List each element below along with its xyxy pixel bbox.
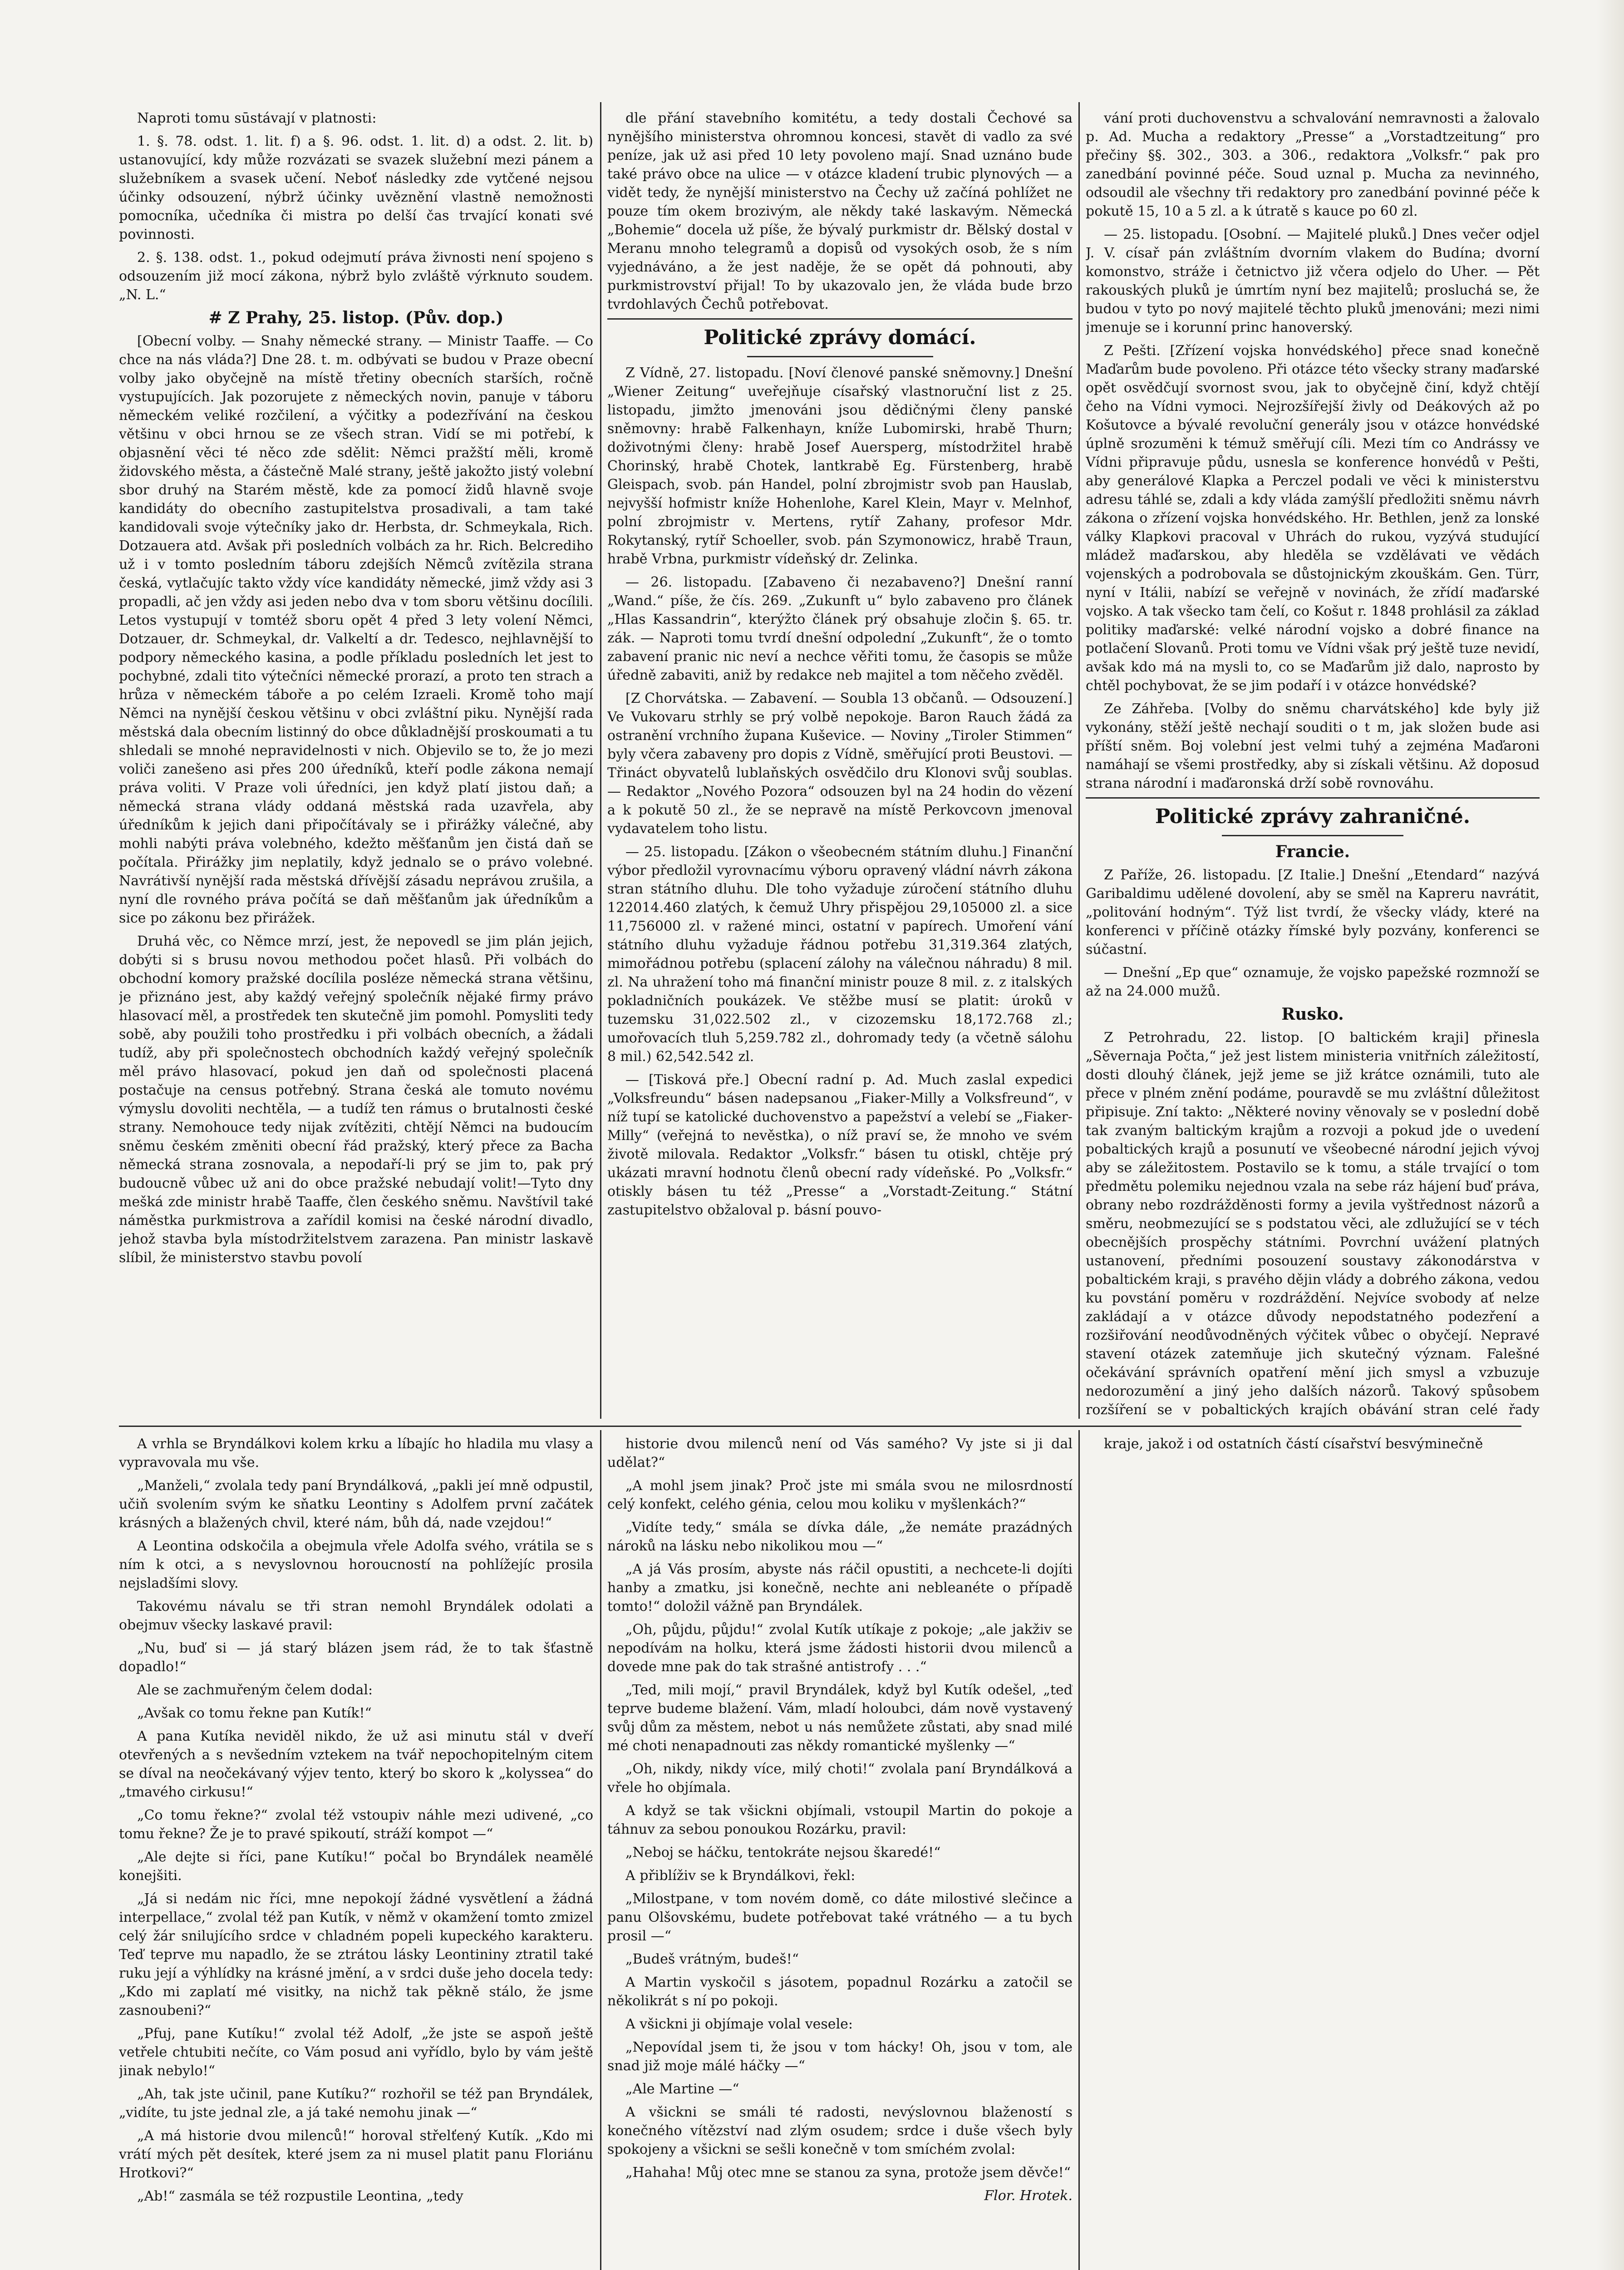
paragraph: „A já Vás prosím, abyste nás ráčil opustiti, a nechcete-li dojíti hanby a zmatku, jsi konečně, nechte ani nebleanéte o případě tomto!“ doložil vážně pan Bryndálek. — [607, 1561, 1073, 1614]
column-3-top — [1086, 109, 1540, 1421]
column-rule — [1078, 102, 1080, 1419]
column-3-bottom — [1086, 1435, 1540, 2270]
feuilleton-divider — [119, 1426, 1521, 1427]
paragraph: — Dnešní „Ep que“ oznamuje, že vojsko papežské rozmnoží se až na 24.000 mužů. — [1086, 965, 1540, 999]
paragraph: [Obecní volby. — Snahy německé strany. — Ministr Taaffe. — Co chce na nás vláda?] Dne 28. t. m. odbývati se budou v Praze obecní volby jako obyčejně na místě třetiny obecních starších, ročně vystupujících. Jak pozorujete z německých novin, panuje v táboru německém veliké rozčilení, a výčitky a podezřívání na českou většinu v obci hrnou se ze všech stran. Vidí se mi potřebí, k objasnění věci té něco zde sdělit: Němci pražští měli, kromě židovského města, a částečně Malé strany, ještě jakožto jistý volební sbor druhý na Starém městě, kde za pomocí židů hlavně svoje kandidáty do obecního zastupitelstva prosadivali, a tam také kandidovali svoje výtečníky jako dr. Herbsta, dr. Schmeykala, Rich. Dotzauera atd. Avšak při posledních volbách za hr. Rich. Belcrediho už i v tomto posledním táboru zdejších Němců zvítězila strana česká, vytlačujíc takto vždy více kandidáty německé, jimž vždy asi 3 propadli, ač jen vždy asi jeden nebo dva v tom sboru většinu docílili. Letos vystupují v tomtéž sboru opět 4 před 3 lety volení Němci, Dotzauer, dr. Schmeykal, dr. Valkeltí a dr. Tedesco, nejhlavnější to podpory německého kasina, a podle příkladu posledních let jest to pochybné, zdali tito výtečníci německé prorazí, a proto ten strach a hrůza v německém táboře a po celém Izraeli. Kromě toho mají Němci na nynější českou většinu v obci zvláštní piku. Nynější rada městská dala obecním listinný do obce důkladnější proskoumati a tu shledali se mnohé nepravidelnosti v nich. Objevilo se to, že jo mezi voliči zanešeno asi přes 200 úředníků, kteří podle zákona nemají práva voliti. V Praze voli úředníci, jen když platí jistou daň; a německá strana vlády oddaná městská rada uzavřela, aby úředníkům k jejich dani připočítávaly se i přirážky válečné, aby mohli nabýti práva volebného, kdežto měšťanům jen čistá daň se počítala. Přirážky jim neplatily, když jednalo se o právo volebné. Navrátivší nynější rada městská dřívější zásadu neprávou zrušila, a nyní dle rovného práva počítá se daň měšťanům jak úředníkům a sice po zákonu bez přirážek. — [119, 333, 593, 926]
paragraph: [Z Chorvátska. — Zabavení. — Soubla 13 občanů. — Odsouzení.] Ve Vukovaru strhly se prý volbě nepokoje. Baron Rauch žádá za ostranění vrchního župana Kuševice. — Noviny „Tiroler Stimmen“ byly včera zabaveny pro dopis z Vídně, směřující proti Beustovi. — Třináct obyvatelů lublaňských osvědčilo dru Klonovi svůj soublas. — Redaktor „Nového Pozora“ odsouzen byl na 24 hodin do vězení a k pokutě 50 zl., že se nepravě na místě Perkovcovn jmenoval vydavatelem toho listu. — [607, 691, 1073, 837]
paragraph: „A má historie dvou milenců!“ horoval střelťený Kutík. „Kdo mi vrátí mých pět desítek, které jsem za ni musel platit panu Floriánu Hrotkovi?“ — [119, 2128, 593, 2181]
paragraph: „Neboj se háčku, tentokráte nejsou škaredé!“ — [625, 1845, 941, 1860]
paragraph: — 26. listopadu. [Zabaveno či nezabaveno?] Dnešní ranní „Wand.“ píše, že čís. 269. „Zukunft u“ bylo zabaveno pro článek „Hlas Kassandrin“, kterýžto článek prý obsahuje zločin §. 65. tr. zák. — Naproti tomu tvrdí dnešní odpolední „Zukunft“, že o tomto zabavení pranic nic neví a nechce věřiti tomu, že časopis se může úředně zabaviti, aniž by redakce neb majitel a tom něčeho zvěděl. — [607, 574, 1073, 683]
paragraph: „Ale dejte si říci, pane Kutíku!“ počal bo Bryndálek neamělé konejšiti. — [119, 1849, 593, 1884]
paragraph: „Nu, buď si — já starý blázen jsem rád, že to tak šťastně dopadlo!“ — [119, 1640, 593, 1675]
paragraph: „Ab!“ zasmála se též rozpustile Leontina, „tedy — [137, 2188, 463, 2204]
paragraph: „Avšak co tomu řekne pan Kutík!“ — [137, 1705, 372, 1721]
column-rule — [600, 1430, 601, 2270]
paragraph: A přiblíživ se k Bryndálkovi, řekl: — [625, 1868, 856, 1884]
paragraph: „Co tomu řekne?“ zvolal též vstoupiv náhle mezi udivené, „co tomu řekne? Že je to pravé spikoutí, stráží kompot —“ — [119, 1807, 593, 1842]
paragraph: vání proti duchovenstvu a schvalování nemravnosti a žalovalo p. Ad. Mucha a redaktory „Presse“ a „Vorstadtzeitung“ pro přečiny §§. 302., 303. a 306., redaktora „Volksfr.“ pak pro zanedbání povinné péče. Soud uznal p. Mucha za nevinného, odsoudil ale všechny tři redaktory pro zanedbání povinné péče k pokutě 15, 10 a 5 zl. a k útratě s kauce po 60 zl. — [1086, 110, 1540, 219]
paragraph: „Nepovídal jsem ti, že jsou v tom hácky! Oh, jsou v tom, ale snad již moje málé háčky —“ — [607, 2039, 1073, 2074]
paragraph: dle přání stavebního komitétu, a tedy dostali Čechové sa nynějšího ministerstva ohromnou koncesi, stavět di vadlo za své peníze, jak už asi před 10 lety povoleno mají. Snad uznáno bude také právo obce na ulice — v otázce kladení trubic plynových — a vidět tedy, že nynější ministerstvo na Čechy už začíná pohlížet ne pouze tím okem brozivým, ale někdy také laskavým. Německá „Bohemie“ docela už píše, že bývalý purkmistr dr. Bělský dostal v Meranu mnoho telegramů a dopisů od vysokých osob, že s ním vyjednáváno, a že jest naděje, že se opět dá pohnouti, aby purkmistrovství přijal! To by ukazovalo jen, že vláda bude brzo tvrdohlavých Čechů potřebovat. — [607, 110, 1073, 312]
paragraph: A všickni ji objímaje volal vesele: — [625, 2016, 853, 2032]
paragraph: — [Tisková pře.] Obecní radní p. Ad. Much zaslal expedici „Volksfreundu“ básen nadepsanou „Fiaker-Milly a Volksfreund“, v níž tupí se katolické duchovenstvo a papežství a velebí se „Fiaker-Milly“ (veřejná to nevěstka), o níž praví se, že mnoho ve svém životě milovala. Redaktor „Volksfr.“ básen tu otiskl, chtěje prý ukázati mravní hodnotu členů obecní rady vídeňské. Po „Volksfr.“ otiskly básen tu též „Presse“ a „Vorstadt-Zeitung.“ Státní zastupitelstvo obžaloval p. básní pouvo- — [607, 1072, 1073, 1218]
paragraph: A pana Kutíka neviděl nikdo, že už asi minutu stál v dveří otevřených a s nevšedním vztekem na tvář nepochopitelným citem se díval na neočekávaný výjev tento, který bo skoro k „kolyssea“ do „tmavého cirkusu!“ — [119, 1728, 593, 1800]
paragraph: historie dvou milenců není od Vás samého? Vy jste si ji dal udělat?“ — [607, 1436, 1073, 1471]
paragraph: „Budeš vrátným, budeš!“ — [625, 1951, 799, 1967]
column-2-top — [607, 109, 1073, 1421]
paragraph: Ale se zachmuřeným čelem dodal: — [137, 1682, 373, 1698]
country-heading-russia: Rusko. — [1281, 1005, 1344, 1024]
paragraph: „Pfuj, pane Kutíku!“ zvolal též Adolf, „že jste se aspoň ještě vetřele chtubiti nečíte, co Vám posud ani vyřídlo, bylo by vám ještě jinak nebylo!“ — [119, 2026, 593, 2079]
paragraph: Z Petrohradu, 22. listop. [O baltickém kraji] přinesla „Sěvernaja Počta,“ jež jest listem ministeria vnitřních záležitostí, dosti dlouhý článek, jejž jeme se již krátce oznámili, tuto ale přece v plném znění podáme, pouravdě se mu zvláštní důležitost připisuje. Zní takto: „Některé noviny věnovaly se v poslední době tak zvaným baltickým krajům a rozvoji a pokud jde o uvedení pobaltických krajů a posunutí ve všeobecné národní jejich vývoj aby se záležitostem. Postavilo se k tomu, a stále trvající o tom předmětu polemiku nejednou vzala na sebe ráz hájení buď práva, obrany nebo rozdrážděnosti formy a jevila vyštřednost názorů a směru, neobmezující se s podstatou věci, ale zdlužující se v téch obecnějších prospěchy státními. Povrchní uvážení platných ustanovení, předními posouzení soustavy zákonodárstva v pobaltickém kraji, s pravého dějin vlády a dobrého zákona, vedou ku povstání poměru v rozdráždění. Nejvíce svobody ať nelze zakládají a v otázce důvody nepodstatného podezření a rozšiřování neodůvodněných výčitek vůbec o obyčejí. Nepravé stavení otázek zatemňuje jich skutečný význam. Falešné očekávání správních opatření mění jich smysl a vzbuzuje nedorozumění a jiný jeho dalších názorů. Takový spůsobem rozšíření se v pobaltických krajích obávání stran celé řady — [1086, 1030, 1540, 1418]
paragraph: — 25. listopadu. [Osobní. — Majitelé pluků.] Dnes večer odjel J. V. císař pán zvláštním dvorním vlakem do Budína; dvorní komonstvo, stráže i četnictvo již včera odjelo do Uher. — Pět rakouských pluků je úmrtím nyní bez majitelů; prosluchá se, že budou v tyto po nový majitelé těchto pluků jmenováni; mezi nimi jmenuje se i korunní princ hanoverský. — [1086, 227, 1540, 336]
column-1-top — [119, 109, 593, 1421]
section-rule — [1222, 835, 1403, 836]
paragraph: — 25. listopadu. [Zákon o všeobecném státním dluhu.] Finanční výbor předložil vyrovnacímu výboru opravený vládní návrh zákona stran státního dluhu. Dle toho vyžaduje zúročení státního dluhu 122014.460 zlatých, k čemuž Uhry přispějou 29,105000 zl. a sice 11,756000 zl. v ražené minci, ostatní v papírech. Umoření vání státního dluhu vyžaduje řádnou potřebu 31,319.364 zlatých, mimořádnou potřebu (splacení zálohy na válečnou náhradu) 8 mil. zl. Na uhražení toho má finanční ministr pouze 8 mil. z. z italských pokladničních poukázek. Ve stěžbe musí se platit: úroků v tuzemsku 31,022.502 zl., v cizozemsku 18,172.768 zl.; umořovacích tluh 5,259.782 zl., dohromady tedy (a včetně sálohu 8 mil.) 62,542.542 zl. — [607, 844, 1073, 1065]
section-title-domestic: Politické zprávy domácí. — [704, 326, 976, 349]
paragraph: „A mohl jsem jinak? Proč jste mi smála svou ne milosrdností celý konfekt, celého génia, celou mou koliku v myšlenkách?“ — [607, 1478, 1073, 1512]
paragraph: „Oh, nikdy, nikdy více, milý choti!“ zvolala paní Bryndálková a vřele ho objímala. — [607, 1761, 1073, 1796]
paragraph: Druhá věc, co Němce mrzí, jest, že nepovedl se jim plán jejich, dobýti si s brusu novou methodou počet hlasů. Při volbách do obchodní komory pražské docílila posléze německá strana většinu, je přiznáno jest, aby každý veřejný společník nějaké firmy právo hlasovací měl, a prostředek ten skutečně jim pomohl. Pomysliti tedy sobě, aby použili toho prostředku i při volbách obecních, a žádali tudíž, aby při společnostech obchodních každý veřejný společník měl právo hlasovací, pokud jen daň od společnosti placená postačuje na census potřebný. Strana česká ale tomuto novému výmyslu dovoliti nechtěla, — a tudíž ten rámus o brutalnosti české strany. Nemohouce tedy nijak zvítěziti, chtějí Němci na budoucím sněmu českém změniti obecní řád pražský, který přece za Bacha německá strana zosnovala, a nepodaří-li prý se jim to, pak prý budoucně vůbec už ani do obce pražské nebudají volit!—Tyto dny mešká zde ministr hrabě Taaffe, člen českého sněmu. Navštívil také náměstka purkmistrova a zařídil komisi na české národní divadlo, jehož stavba byla místodržitelstvem zarazena. Pan ministr laskavě slíbil, že ministerstvo stavbu povolí — [119, 933, 593, 1266]
page-edge — [1597, 0, 1624, 2270]
paragraph: Z Paříže, 26. listopadu. [Z Italie.] Dnešní „Etendard“ nazývá Garibaldimu udělené dovolení, aby se směl na Kapreru navrátit, „politování hodným“. Týž list tvrdí, že všecky vlády, které na konferenci v příčině otázky římské byly pozvány, konferenci se súčastní. — [1086, 867, 1540, 957]
country-heading-france: Francie. — [1275, 842, 1350, 861]
column-rule — [600, 102, 601, 1419]
paragraph: 2. §. 138. odst. 1., pokud odejmutí práva živnosti není spojeno s odsouzením již mocí zákona, nýbrž bylo zvláště výrknuto soudem. „N. L.“ — [119, 250, 593, 303]
paragraph: kraje, jakož i od ostatních částí císařství besvýminečně — [1104, 1436, 1483, 1452]
paragraph: Ze Záhřeba. [Volby do sněmu charvátského] kde byly již vykonány, stěží ještě nechají souditi o t m, jak složen bude asi příští sněm. Boj volební jest velmi tuhý a zejména Maďaroni namáhají se všemi prostředky, aby si získali většinu. Až doposud strana národní i maďaronská drží sobě rovnováhu. — [1086, 701, 1540, 791]
author-signature: Flor. Hrotek. — [984, 2188, 1073, 2204]
paragraph: „Oh, půjdu, půjdu!“ zvolal Kutík utíkaje z pokoje; „ale jakživ se nepodívám na holku, která jsme žádosti historii dvou milenců a dovede mne pak do tak strašné antistrofy . . .“ — [607, 1622, 1073, 1675]
paragraph: „Manželi,“ zvolala tedy paní Bryndálková, „pakli jeí mně odpustil, učiň svolením svým ke sňatku Leontiny s Adolfem první začátek krásných a blažených chvil, které nám, bůh dá, nade vzejdou!“ — [119, 1478, 593, 1531]
paragraph: „Já si nedám nic říci, mne nepokojí žádné vysvětlení a žádná interpellace,“ zvolal též pan Kutík, v němž v okamžení tomto zmizel celý žár snilujícího srdce v chladném popeli kupeckého karakteru. Teď teprve mu napadlo, že se ztrátou lásky Leontininy ztratil také ruku její a výhlídky na krásné jmění, a v srdci duše jeho docela tedy: „Kdo mi zaplatí mé visitky, na nichž tak pěkně stálo, že jsme zasnoubeni?“ — [119, 1891, 593, 2018]
section-rule — [747, 356, 933, 357]
paragraph: „Vidíte tedy,“ smála se dívka dále, „že nemáte prazádných nároků na lásku nebo nikolikou mou —“ — [607, 1520, 1073, 1554]
feuilleton-column-1 — [119, 1435, 593, 2270]
paragraph: A všickni se smáli té radosti, nevýslovnou blažeností s konečného vítězství nad zlým osudem; srdce i duše všech byly spokojeny a všickni se sešli konečně v tom smíchém zvolal: — [607, 2104, 1073, 2157]
paragraph: 1. §. 78. odst. 1. lit. f) a §. 96. odst. 1. lit. d) a odst. 2. lit. b) ustanovující, kdy může rozvázati se svazek služební mezi pánem a služebníkem a svasek učení. Neboť následky zde vytčené nejsou účinky odsouzení, nýbrž účinky uvěznění vlastně nemožnosti pomocníka, učedníka či mistra po delší čas trvající konati své povinnosti. — [119, 133, 593, 242]
paragraph: „Ted, mili mojí,“ pravil Bryndálek, když byl Kutík odešel, „teď teprve budeme blažení. Vám, mladí holoubci, dám nově vystavený svůj dům za městem, nebot u nás nemůžete zůstati, aby snad milé mé choti nenapadnouti zas někdy romantické myšlenky —“ — [607, 1682, 1073, 1754]
paragraph: Naproti tomu sūstávají v platnosti: — [137, 110, 377, 126]
section-rule — [1086, 797, 1540, 799]
column-rule — [1078, 1430, 1080, 2270]
section-rule — [607, 318, 1073, 320]
paragraph: „Milostpane, v tom novém domě, co dáte milostivé slečince a panu Olšovskému, budete potřebovat také vrátného — a tu bych prosil —“ — [607, 1891, 1073, 1944]
paragraph: A Martin vyskočil s jásotem, popadnul Rozárku a zatočil se několikrát s ní po pokoji. — [607, 1974, 1073, 2009]
paragraph: A když se tak všickni objímali, vstoupil Martin do pokoje a táhnuv za sebou ponoukou Rozárku, pravil: — [607, 1803, 1073, 1837]
section-title-foreign: Politické zprávy zahraničné. — [1155, 805, 1471, 828]
paragraph: „Hahaha! Můj otec mne se stanou za syna, protože jsem děvče!“ — [625, 2165, 1071, 2181]
feuilleton-column-2 — [607, 1435, 1073, 2270]
paragraph: Takovému návalu se tři stran nemohl Bryndálek odolati a obejmuv všecky laskavé pravil: — [119, 1599, 593, 1633]
paragraph: A vrhla se Bryndálkovi kolem krku a líbajíc ho hladila mu vlasy a vypravovala mu vše. — [119, 1436, 593, 1471]
paragraph: Z Vídně, 27. listopadu. [Noví členové panské sněmovny.] Dnešní „Wiener Zeitung“ uveřejňuje císařský vlastnoruční list z 25. listopadu, jimžto jmenováni jsou dědičnými členy panské sněmovny: hrabě Falkenhayn, kníže Lubomirski, hrabě Thurn; doživotnými členy: hrabě Josef Auersperg, místodržitel hrabě Chorinský, hrabě Chotek, lantkrabě Eg. Fürstenberg, hrabě Gleispach, svob. pán Handel, polní zbrojmistr svob pan Hauslab, nejvyšší hofmistr kníže Hohenlohe, Karel Klein, Mayr v. Melnhof, polní zbrojmistr v. Mertens, rytíř Zahany, profesor Mdr. Rokytanský, rytíř Schoeller, svob. pán Szymonowicz, hrabě Traun, hrabě Vrbna, purkmistr vídeňský dr. Zelinka. — [607, 365, 1073, 567]
paragraph: A Leontina odskočila a obejmula vřele Adolfa svého, vrátila se s ním k otci, a s nevyslovnou horoucností na pohlížejíc prosila nejsladšími slovy. — [119, 1538, 593, 1591]
paragraph: Z Pešti. [Zřízení vojska honvédského] přece snad konečně Maďarům bude povoleno. Při otázce této všecky strany maďarské opět osvědčují svornost svou, jak to obyčejně činí, když chtějí čeho na Vídni vymoci. Nejrozšířejší živly od Deákových až po Košutovce a bývalé revoluční generály jsou v otázce honvédské úplně srozuměni k témuž směřují cíli. Mezi tím co Andrássy ve Vídni připravuje půdu, usnesla se konference honvédů v Pešti, aby generálové Klapka a Perczel podali ve věci k ministerstvu adresu táhlé se, zdali a kdy vláda zamýšlí předložiti sněmu návrh zákona o zřízení vojska honvédského. Hr. Bethlen, jenž za lonské války Klapkovi pracoval v Uhrách do rukou, vyzývá studující mládež maďarskou, aby hleděla se vzdělávati ve vědách vojenských a podrobovala se důstojnickým zkouškám. Gen. Türr, nyní v Itálii, nabízí se veřejně v novinách, že zřídí maďarské vojsko. A tak všecko tam čelí, co Košut r. 1848 prohlásil za základ politiky maďarské: velké národní vojsko a dobré finance na potlačení Slovanů. Proti tomu ve Vídni však prý ještě tuze nevidí, avšak kdo má na mysli to, co se Maďarům již dalo, naprosto by chtěl pochybovat, že se jim podaří i v otázce honvédské? — [1086, 343, 1540, 694]
dateline-heading: # Z Prahy, 25. listop. (Pův. dop.) — [208, 308, 504, 327]
paragraph: „Ale Martine —“ — [625, 2081, 739, 2097]
paragraph: „Ah, tak jste učinil, pane Kutíku?“ rozhořil se též pan Bryndálek, „vidíte, tu jste jednal zle, a já také nemohu jinak —“ — [119, 2086, 593, 2121]
